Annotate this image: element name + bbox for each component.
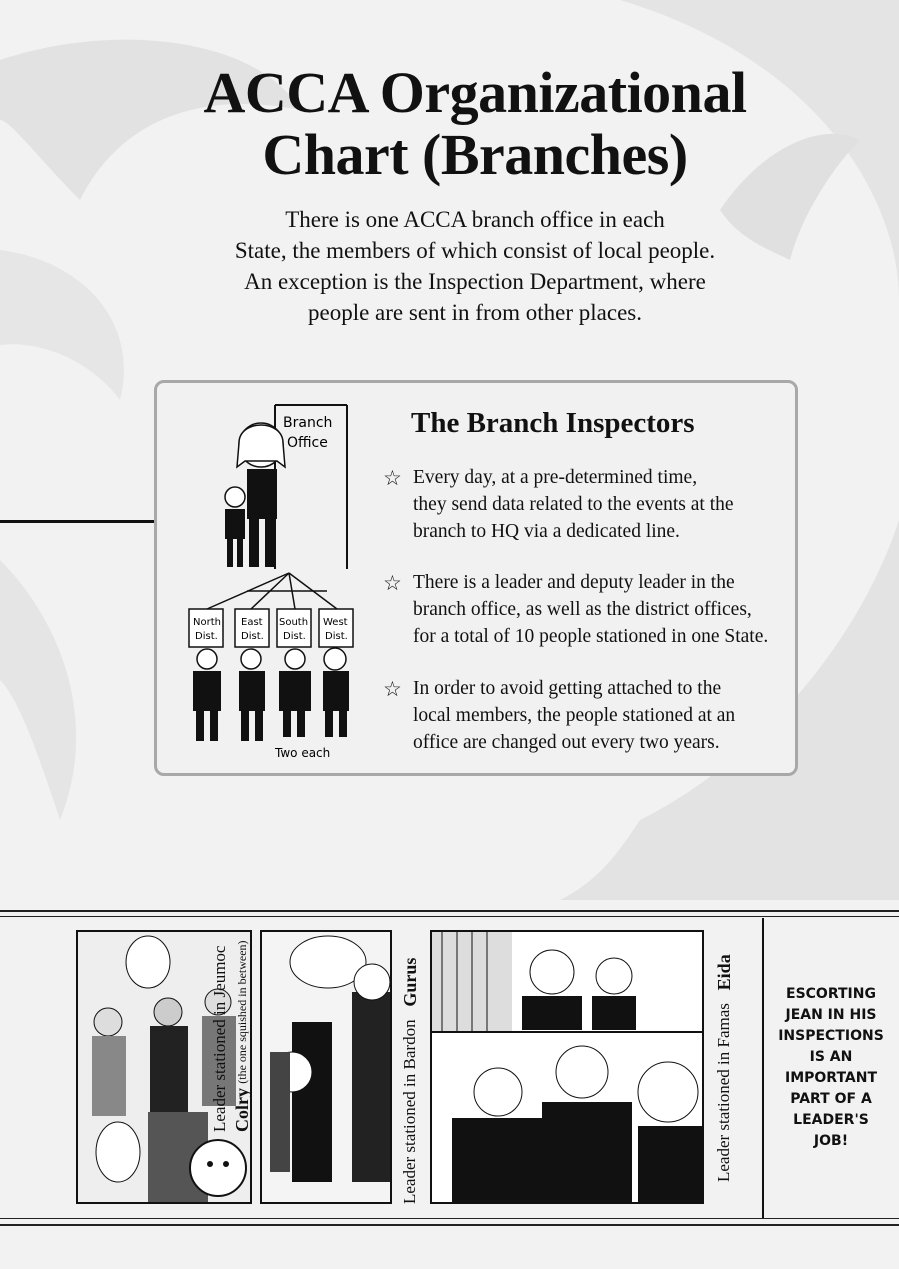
character-name: Eida [714,954,734,991]
district-label: Dist. [325,631,348,642]
card-title: The Branch Inspectors [411,407,695,439]
comic-panel-famas [430,930,704,1204]
bullet-line: they send data related to the events at the [413,494,734,515]
bullet-line: office are changed out every two years. [413,732,720,753]
character-name: Colry [232,1088,252,1132]
strip-divider [762,918,764,1218]
bullet-line: local members, the people stationed at an [413,705,736,726]
bullet-line: branch to HQ via a dedicated line. [413,521,680,542]
district-label: Dist. [283,631,306,642]
district-label: West [323,617,348,628]
strip-top-rule-thin [0,916,899,917]
caption-text: Leader stationed in Bardon [400,1019,419,1204]
caption-line: JEAN IN HIS [785,1007,877,1023]
caption-line: IMPORTANT [784,1070,878,1086]
two-each-label: Two each [275,746,331,760]
comic-panel-bardon [260,930,392,1204]
intro-line: State, the members of which consist of local people. [234,238,716,263]
strip-bottom-rule-thin [0,1218,899,1219]
title-line-2: Chart (Branches) [262,122,688,187]
star-icon: ☆ [383,571,402,595]
page-title [150,62,800,186]
bullet-line: Every day, at a pre-determined time, [413,467,698,488]
caption-line: INSPECTIONS [778,1028,884,1044]
office-sign-line-1: Branch [283,415,333,431]
character-name: Gurus [400,957,420,1007]
caption-colry [232,936,253,1132]
caption-bardon [400,957,421,1204]
deputy-figure [225,487,245,567]
district-label: South [279,617,309,628]
intro-line: An exception is the Inspection Department, where [244,269,706,294]
caption-text: Leader stationed in Jeumoc [210,945,229,1132]
district-label: Dist. [241,631,264,642]
district-signs [189,609,353,647]
caption-note: (the one squished in between) [235,940,249,1084]
caption-jeumoc [210,936,230,1132]
caption-line: LEADER'S [793,1112,869,1128]
org-illustration [177,397,362,765]
district-figures [193,648,349,741]
star-icon: ☆ [383,677,402,701]
caption-famas [714,936,735,1182]
caption-line: ESCORTING [786,986,876,1002]
star-icon: ☆ [383,466,402,490]
office-illustration [432,932,704,1204]
title-line-1: ACCA Organizational [203,60,747,125]
caption-line: PART OF A [790,1091,872,1107]
caption-text: Leader stationed in Famas [714,1003,733,1182]
intro-line: people are sent in from other places. [307,300,642,325]
leader-illustration [262,932,392,1204]
bullet-line: In order to avoid getting attached to the [413,678,722,699]
bullet-line: branch office, as well as the district offices, [413,599,752,620]
district-label: East [241,617,263,628]
left-rule [0,520,155,523]
strip-top-rule [0,910,899,912]
bullet-line: for a total of 10 people stationed in one State. [413,626,769,647]
intro-line: There is one ACCA branch office in each [285,207,665,232]
caption-line: IS AN [809,1049,853,1065]
strip-bottom-rule [0,1224,899,1226]
caption-line: JOB! [813,1133,849,1149]
district-label: North [193,617,221,628]
branch-inspectors-card [154,380,798,776]
district-label: Dist. [195,631,218,642]
escort-caption [772,984,890,1152]
intro-paragraph [170,204,780,328]
office-sign-line-2: Office [287,435,328,451]
bullet-line: There is a leader and deputy leader in the [413,572,735,593]
